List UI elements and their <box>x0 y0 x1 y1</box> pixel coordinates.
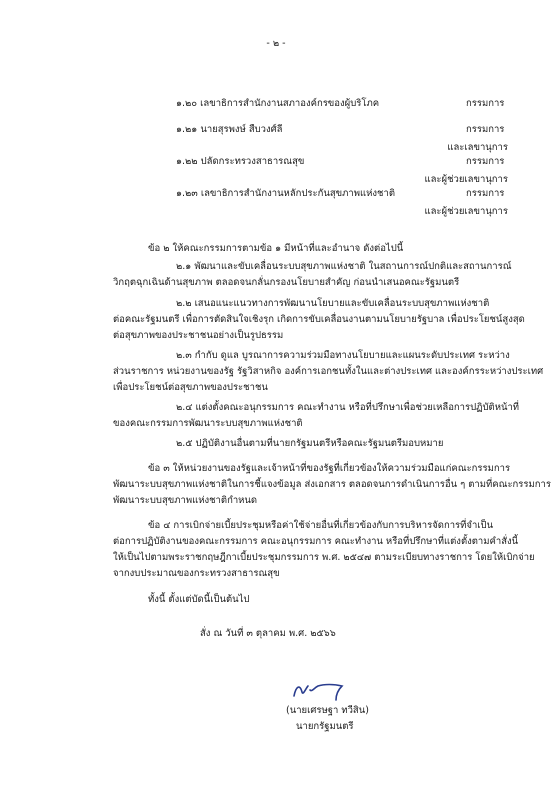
clause-4-line: ข้อ ๔ การเบิกจ่ายเบี้ยประชุมหรือค่าใช้จ่ายอื่นที่เกี่ยวข้องกับการบริหารจัดการที่จำเป็น <box>148 520 494 531</box>
member-role: กรรมการ <box>466 98 505 109</box>
clause-2-2-line: ต่อคณะรัฐมนตรี เพื่อการตัดสินใจเชิงรุก เกิดการขับเคลื่อนงานตามนโยบายรัฐบาล เพื่อประโยชน์สูงสุด <box>113 314 525 325</box>
clause-2-4-line: ๒.๔ แต่งตั้งคณะอนุกรรมการ คณะทำงาน หรือที่ปรึกษาเพื่อช่วยเหลือการปฏิบัติหน้าที่ <box>176 402 520 413</box>
clause-2-5-line: ๒.๕ ปฏิบัติงานอื่นตามที่นายกรัฐมนตรีหรือคณะรัฐมนตรีมอบหมาย <box>176 438 444 449</box>
member-row <box>176 124 508 153</box>
clause-3-line: พัฒนาระบบสุขภาพแห่งชาติในการชี้แจงข้อมูล ส่งเอกสาร ตลอดจนการดำเนินการอื่น ๆ ตามที่คณะกรรมการ <box>113 479 551 490</box>
member-name: ๑.๒๑ นายสุรพงษ์ สืบวงศ์ลี <box>176 124 283 135</box>
clause-2-4-line: ของคณะกรรมการพัฒนาระบบสุขภาพแห่งชาติ <box>113 418 303 429</box>
clause-2-2-line: ๒.๒ เสนอแนะแนวทางการพัฒนานโยบายและขับเคลื่อนระบบสุขภาพแห่งชาติ <box>176 298 490 309</box>
member-subrole: และผู้ช่วยเลขานุการ <box>424 206 508 217</box>
member-role: กรรมการ <box>466 124 505 135</box>
clause-3-line: พัฒนาระบบสุขภาพแห่งชาติกำหนด <box>113 495 258 506</box>
signer-name: (นายเศรษฐา ทวีสิน) <box>286 705 369 716</box>
member-subrole: และผู้ช่วยเลขานุการ <box>424 174 508 185</box>
member-row <box>176 98 508 122</box>
member-name: ๑.๒๐ เลขาธิการสำนักงานสภาองค์กรของผู้บริโภค <box>176 98 380 109</box>
clause-2-3-line: เพื่อประโยชน์ต่อสุขภาพของประชาชน <box>113 382 268 393</box>
clause-2-1-line: วิกฤตฉุกเฉินด้านสุขภาพ ตลอดจนกลั่นกรองนโยบายสำคัญ ก่อนนำเสนอคณะรัฐมนตรี <box>113 277 460 288</box>
clause-2-2-line: ต่อสุขภาพของประชาชนอย่างเป็นรูปธรรม <box>113 330 284 341</box>
clause-4-line: ให้เป็นไปตามพระราชกฤษฎีกาเบี้ยประชุมกรรมการ พ.ศ. ๒๕๔๗ ตามระเบียบทางราชการ โดยให้เบิกจ่าย <box>113 552 535 563</box>
clause-4-line: ต่อการปฏิบัติงานของคณะกรรมการ คณะอนุกรรมการ คณะทำงาน หรือที่ปรึกษาที่แต่งตั้งตามคำสั่งนี้ <box>113 536 519 547</box>
signer-title: นายกรัฐมนตรี <box>296 721 354 732</box>
page-number: - ๒ - <box>266 38 286 49</box>
member-name: ๑.๒๓ เลขาธิการสำนักงานหลักประกันสุขภาพแห่งชาติ <box>176 188 396 199</box>
clause-3-line: ข้อ ๓ ให้หน่วยงานของรัฐและเจ้าหน้าที่ของรัฐที่เกี่ยวข้องให้ความร่วมมือแก่คณะกรรมการ <box>148 463 511 474</box>
member-row <box>176 188 508 217</box>
member-subrole: และเลขานุการ <box>447 142 508 153</box>
order-date: สั่ง ณ วันที่ ๓ ตุลาคม พ.ศ. ๒๕๖๖ <box>200 628 336 639</box>
member-name: ๑.๒๒ ปลัดกระทรวงสาธารณสุข <box>176 156 305 167</box>
clause-2-title: ข้อ ๒ ให้คณะกรรมการตามข้อ ๑ มีหน้าที่และอำนาจ ดังต่อไปนี้ <box>148 243 404 254</box>
member-role: กรรมการ <box>466 156 505 167</box>
clause-2-1-line: ๒.๑ พัฒนาและขับเคลื่อนระบบสุขภาพแห่งชาติ ในสถานการณ์ปกติและสถานการณ์ <box>176 261 512 272</box>
member-row <box>176 156 508 185</box>
handwritten-signature <box>290 678 350 702</box>
member-role: กรรมการ <box>466 188 505 199</box>
clause-2-3-line: ๒.๓ กำกับ ดูแล บูรณาการความร่วมมือทางนโยบายและแผนระดับประเทศ ระหว่าง <box>176 350 510 361</box>
clause-2-3-line: ส่วนราชการ หน่วยงานของรัฐ รัฐวิสาหกิจ องค์การเอกชนทั้งในและต่างประเทศ และองค์กรระหว่างประเทศ <box>113 366 544 377</box>
clause-4-line: จากงบประมาณของกระทรวงสาธารณสุข <box>113 568 280 579</box>
effective-statement: ทั้งนี้ ตั้งแต่บัดนี้เป็นต้นไป <box>148 594 250 605</box>
